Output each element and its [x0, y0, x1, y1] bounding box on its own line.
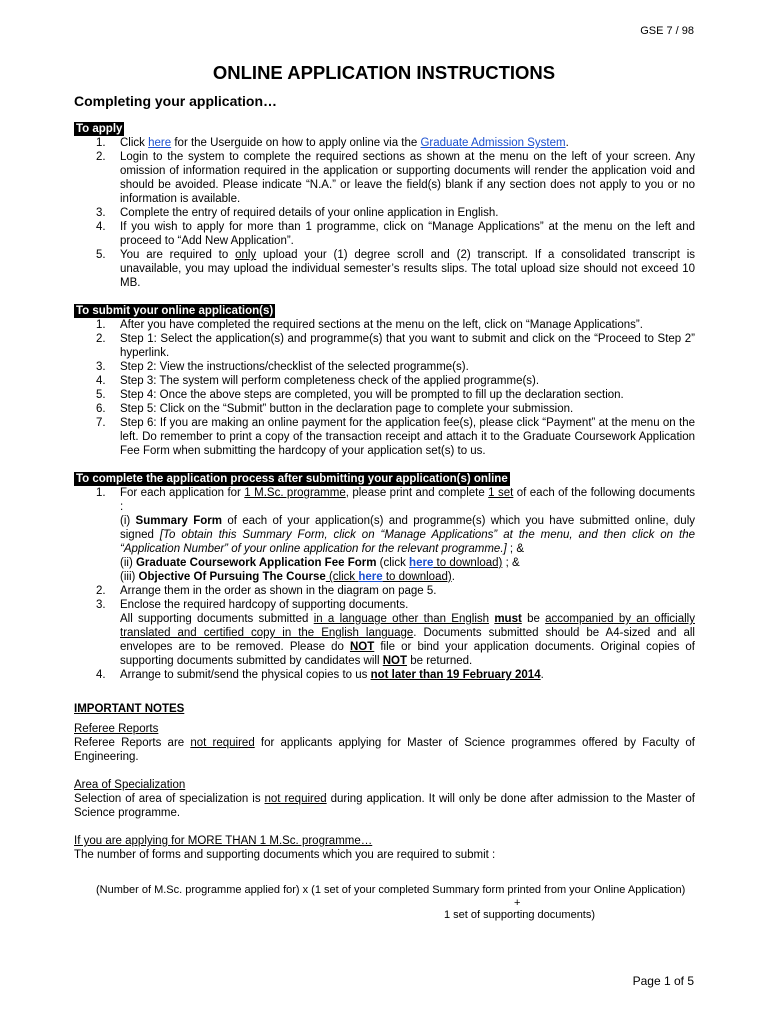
page-title: ONLINE APPLICATION INSTRUCTIONS — [212, 62, 556, 83]
to-complete-list — [74, 486, 695, 682]
text: Step 1: Select the application(s) and programme(s) that you want to submit and click on the “Proceed to Step 2” hyperlink. — [120, 333, 695, 359]
list-item: 5. You are required to only upload your (1) degree scroll and (2) transcript. If a consolidated transcript is unavailable, you may upload the individual semester’s results slips. The total upload size should not exceed 10 MB. — [96, 249, 696, 289]
list-item: 2. Step 1: Select the application(s) and programme(s) that you want to submit and click on the “Proceed to Step 2” hyperlink. — [96, 333, 695, 359]
area-heading: Area of Specialization — [74, 779, 186, 791]
text: be — [521, 613, 546, 625]
list-item: 4. If you wish to apply for more than 1 programme, click on “Manage Applications” at the menu on the left and proceed to “Add New Application”. — [96, 221, 695, 247]
list-item: 4. Step 3: The system will perform completeness check of the applied programme(s). — [96, 375, 540, 387]
formula-line-3: 1 set of supporting documents) — [444, 909, 596, 921]
sub-item-summary-form — [120, 514, 695, 556]
emphasis: Summary Form — [135, 515, 223, 527]
section-to-apply — [74, 122, 695, 290]
emphasis: only — [235, 249, 257, 261]
text: You are required to — [120, 249, 236, 261]
text: ; & — [506, 543, 524, 555]
list-item: 1. After you have completed the required sections at the menu on the left, click on “Manage Applications”. — [96, 319, 643, 331]
text: of each of the following documents : — [120, 487, 696, 513]
text: of each of your application(s) and programme(s) which you have submitted online, duly signed — [120, 515, 695, 541]
text: (click — [325, 571, 359, 583]
emphasis: NOT — [382, 655, 408, 667]
emphasis: 1 set — [488, 487, 514, 499]
emphasis: must — [494, 613, 522, 625]
list-item: 3. Complete the entry of required details of your online application in English. — [96, 207, 499, 219]
text: Complete the entry of required details of your online application in English. — [120, 207, 499, 219]
area-text — [74, 792, 695, 820]
document-code: GSE 7 / 98 — [640, 25, 694, 37]
text: Arrange them in the order as shown in the diagram on page 5. — [120, 585, 437, 597]
text: Step 2: View the instructions/checklist of the selected programme(s). — [120, 361, 469, 373]
text: be returned. — [407, 655, 473, 667]
sub-item-fee-form — [120, 556, 695, 570]
text: ; & — [502, 557, 520, 569]
referee-text — [74, 736, 695, 764]
text: Step 3: The system will perform completeness check of the applied programme(s). — [120, 375, 540, 387]
sub-item-objective — [120, 570, 695, 584]
important-notes — [74, 702, 695, 862]
list-item: 3. Step 2: View the instructions/checklist of the selected programme(s). — [96, 361, 469, 373]
list-item: 4. Arrange to submit/send the physical copies to us not later than 19 February 2014. — [96, 669, 544, 681]
text: for applicants applying for Master of Science programmes offered by Faculty of Engineering. — [74, 737, 696, 763]
userguide-link[interactable]: here — [148, 137, 172, 149]
text: For each application for — [120, 487, 245, 499]
italic-note: [To obtain this Summary Form, click on “Manage Applications” at the menu, and then click on the “Application Number” of your online application for the relevant programme.] — [120, 529, 695, 555]
text: upload your (1) degree scroll and (2) transcript. If a consolidated transcript is unavailable, you may upload the individual semester’s results slips. The total upload size should not exceed 10 MB. — [120, 249, 696, 289]
formula-line-1: (Number of M.Sc. programme applied for) x (1 set of your completed Summary form printed from your Online Application) — [96, 884, 686, 896]
text: Referee Reports are — [74, 737, 191, 749]
page-subtitle: Completing your application… — [74, 93, 278, 109]
list-item: 1. Click here for the Userguide on how to apply online via the Graduate Admission System. — [96, 137, 569, 149]
text: Login to the system to complete the required sections as shown at the menu on the left of your screen. Any omission of information required in the application or supporting documents will render the application void and should be avoided. Please indicate “N.A.” or leave the field(s) blank if any section does not apply to you or no information is available. — [120, 151, 695, 205]
text: (iii) — [120, 571, 139, 583]
page-number: Page 1 of 5 — [632, 974, 694, 988]
to-apply-list — [74, 136, 695, 290]
emphasis: not required — [264, 793, 327, 805]
text: If you wish to apply for more than 1 programme, click on “Manage Applications” at the menu on the left and proceed to “Add New Application”. — [120, 221, 695, 247]
emphasis: accompanied by an officially translated and certified copy in the English language — [120, 613, 695, 639]
emphasis: Graduate Coursework Application Fee Form — [135, 557, 377, 569]
graduate-admission-system-link[interactable]: Graduate Admission System — [420, 137, 566, 149]
to-submit-list — [74, 318, 695, 458]
text: . Documents submitted should be A4-sized and all envelopes are to be removed. Please do — [120, 627, 695, 653]
emphasis: Objective Of Pursuing The Course — [138, 571, 326, 583]
emphasis: not required — [190, 737, 255, 749]
text: during application. It will only be done after admission to the Master of Science programme. — [74, 793, 695, 819]
formula-plus: + — [514, 897, 521, 909]
text: file or bind your application documents. Original copies of supporting documents submitted by candidates will — [120, 641, 695, 667]
section-heading-to-submit: To submit your online application(s) — [76, 305, 274, 317]
text: Step 6: If you are making an online payment for the application fee(s), please click “Payment” at the menu on the left. Do remember to print a copy of the transaction receipt and attach it to the Graduate Coursework Application Fee Form when submitting the hardcopy of your application set(s) to us. — [120, 417, 695, 457]
emphasis: in a language other than English — [313, 613, 490, 625]
instructions-body — [74, 122, 695, 862]
text: to download) — [382, 571, 452, 583]
section-to-complete — [74, 472, 695, 682]
emphasis: 1 M.Sc. programme — [244, 487, 346, 499]
text: (click — [376, 557, 410, 569]
referee-heading: Referee Reports — [74, 723, 159, 735]
emphasis: NOT — [349, 641, 375, 653]
deadline: not later than 19 February 2014 — [370, 669, 541, 681]
fee-form-download-link[interactable]: here — [409, 557, 434, 569]
text: Click — [120, 137, 149, 149]
list-item: 3. Enclose the required hardcopy of supporting documents. All supporting documents submitted in a language other than English must be accompanied by an officially translated and certified copy in the English language. Documents submitted should be A4-sized and all envelopes are to be removed. Please do NOT file or bind your application documents. Original copies of supporting documents submitted by candidates will NOT be returned. — [96, 599, 695, 667]
text: (ii) — [120, 557, 136, 569]
list-item: 6. Step 5: Click on the “Submit” button in the declaration page to complete your submission. — [96, 403, 574, 415]
text: Enclose the required hardcopy of supporting documents. — [120, 599, 409, 611]
text: , please print and complete — [345, 487, 489, 499]
list-item: 1. For each application for 1 M.Sc. programme, please print and complete 1 set of each of the following documents : (i) Summary Form of each of your application(s) and programme(s) which you have submitted online, duly signed [To obtain this Summary Form, click on “Manage Applications” at the menu, and then click on the “Application Number” of your online application for the relevant programme.] ; & (ii) Graduate Coursework Application Fee Form (click here to download) ; & (iii) Objective Of Pursuing The Course (click here to download). — [96, 487, 696, 583]
section-to-submit — [74, 304, 695, 458]
important-notes-heading: IMPORTANT NOTES — [74, 703, 185, 715]
more-than-one-text: The number of forms and supporting documents which you are required to submit : — [74, 849, 496, 861]
text: Selection of area of specialization is — [74, 793, 265, 805]
section-heading-to-complete: To complete the application process after submitting your application(s) online — [76, 473, 508, 485]
list-item: 7. Step 6: If you are making an online payment for the application fee(s), please click “Payment” at the menu on the left. Do remember to print a copy of the transaction receipt and attach it to the Graduate Coursework Application Fee Form when submitting the hardcopy of your application set(s) to us. — [96, 417, 695, 457]
text: After you have completed the required sections at the menu on the left, click on “Manage Applications”. — [120, 319, 643, 331]
text: . — [540, 669, 544, 681]
text: Step 4: Once the above steps are completed, you will be prompted to fill up the declaration section. — [120, 389, 624, 401]
submission-formula — [96, 884, 736, 921]
text: All supporting documents submitted — [120, 613, 314, 625]
text: . — [565, 137, 569, 149]
text: (i) — [120, 515, 136, 527]
section-heading-to-apply: To apply — [76, 123, 123, 135]
text: . — [451, 571, 455, 583]
list-item: 2. Arrange them in the order as shown in the diagram on page 5. — [96, 585, 437, 597]
text: for the Userguide on how to apply online via the — [171, 137, 421, 149]
more-than-one-heading: If you are applying for MORE THAN 1 M.Sc. programme… — [74, 835, 373, 847]
text: Step 5: Click on the “Submit” button in the declaration page to complete your submission. — [120, 403, 574, 415]
text: to download) — [433, 557, 503, 569]
list-item: 5. Step 4: Once the above steps are completed, you will be prompted to fill up the declaration section. — [96, 389, 624, 401]
list-item: 2. Login to the system to complete the required sections as shown at the menu on the left of your screen. Any omission of information required in the application or supporting documents will render the application void and should be avoided. Please indicate “N.A.” or leave the field(s) blank if any section does not apply to you or no information is available. — [96, 151, 695, 205]
objective-download-link[interactable]: here — [358, 571, 383, 583]
text: Arrange to submit/send the physical copies to us — [120, 669, 371, 681]
